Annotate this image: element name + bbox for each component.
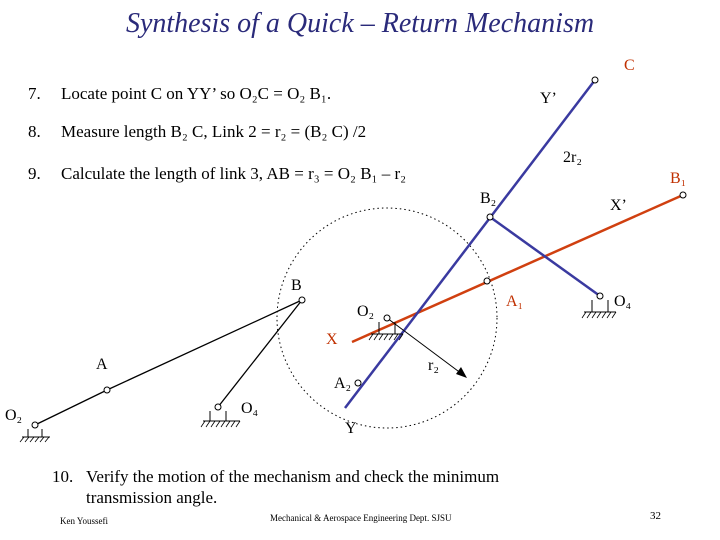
label-2r2: 2r₂	[563, 149, 582, 166]
joint-b	[299, 297, 305, 303]
line-x-xprime	[352, 195, 683, 342]
line-y-yprime	[345, 80, 595, 408]
joint-c	[592, 77, 598, 83]
ground-pivot-o4-right	[582, 293, 616, 318]
link-a-b	[107, 300, 302, 390]
label-b1: B₁	[670, 170, 687, 187]
label-b: B	[291, 277, 302, 294]
author-name: Ken Youssefi	[60, 516, 109, 526]
r2-arrow	[387, 318, 462, 374]
label-r2: r₂	[428, 357, 439, 374]
label-c: C	[624, 57, 635, 74]
step-number: 9.	[28, 164, 41, 183]
link-o2-a	[35, 390, 107, 425]
label-y-prime: Y’	[540, 90, 557, 107]
step-number: 8.	[28, 122, 41, 141]
link-o4-b2	[490, 217, 600, 296]
r2-arrowhead	[456, 367, 467, 378]
label-o2-center: O₂	[357, 303, 375, 320]
slide-title: Synthesis of a Quick – Return Mechanism	[125, 8, 595, 39]
step-text: Calculate the length of link 3, AB = r₃ = O₂ B₁ – r₂	[61, 164, 407, 183]
department-name: Mechanical & Aerospace Engineering Dept. SJSU	[270, 513, 452, 523]
joint-b2	[487, 214, 493, 220]
joint-a2	[355, 380, 361, 386]
label-x: X	[326, 331, 338, 348]
step-text: Locate point C on YY’ so O₂C = O₂ B₁.	[61, 84, 332, 103]
label-a: A	[96, 356, 108, 373]
label-o4-left: O₄	[241, 400, 259, 417]
ground-pivot-o4-left	[201, 404, 240, 427]
label-a2: A₂	[334, 375, 352, 392]
step-number: 7.	[28, 84, 41, 103]
step-text: Verify the motion of the mechanism and check the minimum transmission angle.	[86, 467, 500, 507]
label-o4-right: O₄	[614, 293, 632, 310]
label-y: Y	[345, 420, 357, 437]
step-number: 10.	[52, 467, 74, 486]
label-x-prime: X’	[610, 197, 627, 214]
joint-a1	[484, 278, 490, 284]
label-o2-left: O₂	[5, 407, 23, 424]
page-number: 32	[650, 510, 661, 522]
step-text: Measure length B₂ C, Link 2 = r₂ = (B₂ C) /2	[61, 122, 367, 141]
joint-a	[104, 387, 110, 393]
label-b2: B₂	[480, 190, 497, 207]
label-a1: A₁	[506, 293, 524, 310]
ground-pivot-o2-left	[20, 422, 50, 442]
link-o4-b	[218, 300, 302, 407]
joint-b1	[680, 192, 686, 198]
